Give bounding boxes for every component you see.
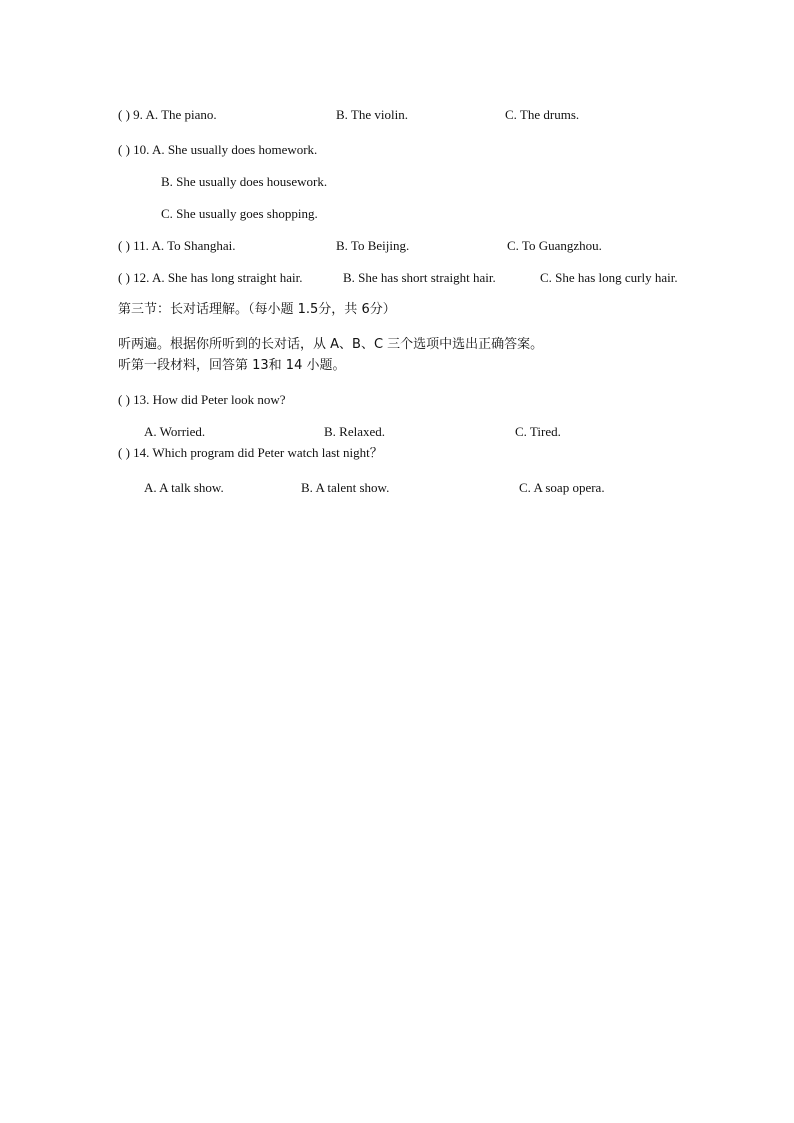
q13-option-b: B. Relaxed. [324,424,386,439]
q14-option-b: B. A talent show. [301,480,390,495]
section3-instruction-1: 听两遍。根据你所听到的长对话，从 A、B、C 三个选项中选出正确答案。 [118,337,544,352]
q11-option-c: C. To Guangzhou. [507,238,602,253]
q10-option-c: C. She usually goes shopping. [161,206,318,221]
q11-stem: ( ) 11. A. To Shanghai. [118,238,236,253]
q13-option-c: C. Tired. [515,424,561,439]
q10-option-b: B. She usually does housework. [161,174,328,189]
q9-option-b: B. The violin. [336,107,408,122]
q9-stem: ( ) 9. A. The piano. [118,107,217,122]
q13-stem: ( ) 13. How did Peter look now? [118,392,286,407]
q10-stem: ( ) 10. A. She usually does homework. [118,142,318,157]
section3-heading: 第三节：长对话理解。（每小题 1.5分，共 6分） [118,302,396,317]
q12-stem: ( ) 12. A. She has long straight hair. [118,270,303,285]
q11-option-b: B. To Beijing. [336,238,410,253]
section3-instruction-2: 听第一段材料，回答第 13和 14 小题。 [118,358,346,373]
q14-option-a: A. A talk show. [144,480,224,495]
q14-option-c: C. A soap opera. [519,480,605,495]
q14-stem: ( ) 14. Which program did Peter watch last night？ [118,445,383,460]
q12-option-c: C. She has long curly hair. [540,270,678,285]
q13-option-a: A. Worried. [144,424,206,439]
q9-option-c: C. The drums. [505,107,580,122]
q12-option-b: B. She has short straight hair. [343,270,496,285]
